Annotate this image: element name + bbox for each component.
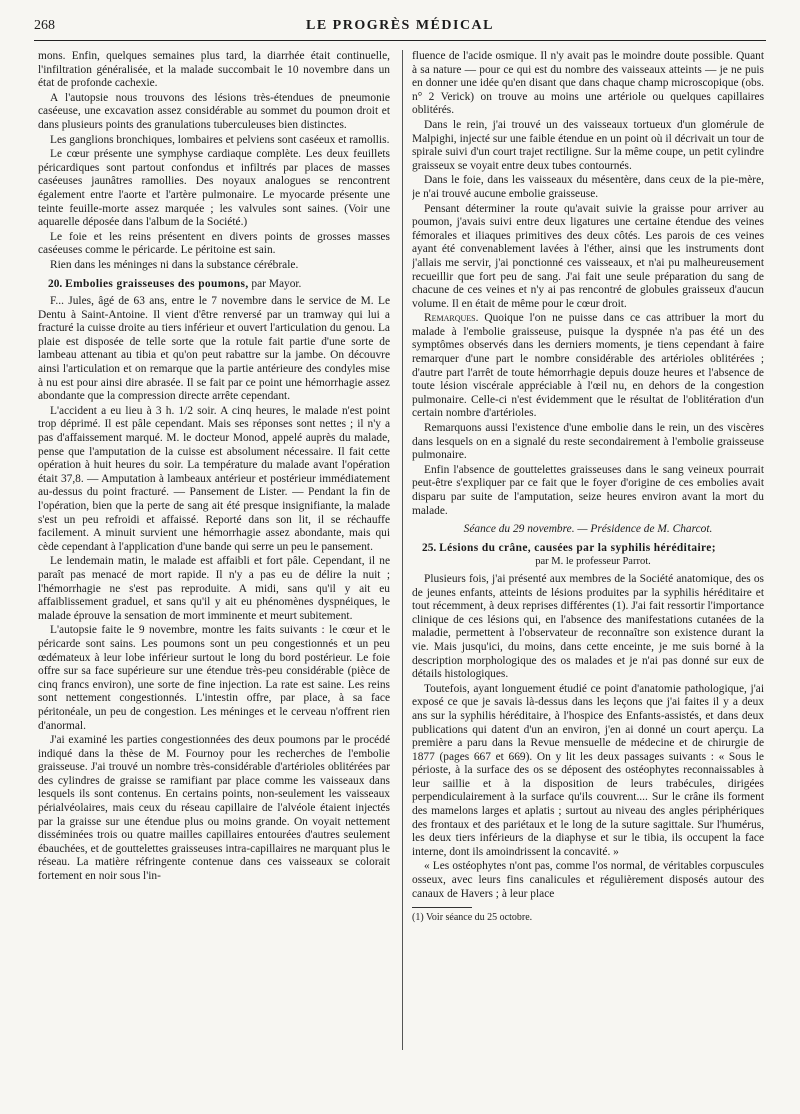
- session-text: Séance du 29 novembre. — Présidence de M. Charcot.: [463, 523, 713, 536]
- remarks-lead: Remarques.: [424, 312, 479, 325]
- paragraph: Dans le foie, dans les vaisseaux du mésentère, dans ceux de la pie-mère, je n'ai trouvé aucune embolie graisseuse.: [412, 174, 764, 200]
- section-author: par M. le professeur Parrot.: [535, 556, 651, 568]
- paragraph: Toutefois, ayant longuement étudié ce point d'anatomie pathologique, j'ai exposé ce que je savais là-dessus dans les leçons que j'ai faites il y a deux ans sur la syphilis héréditaire, à l'hospice des Enfants-assistés, et dans deux publications qui datent d'un an environ, j'en ai donné un court aperçu. La première a paru dans la Revue mensuelle de médecine et de chirurgie de 1877 (pages 667 et 669). On y lit les deux passages suivants : « Sous le périoste, à la surface des os se déposent des ostéophytes reconnaissables à leur saillie et à la disposition de leurs trabécules, dirigées perpendiculairement à la surface qu'ils couvrent.... Sur le crâne ils forment des mamelons larges et aplatis ; surtout au niveau des angles périphériques des frontaux et des pariétaux et le long de la suture sagittale. Sur l'humérus, les deux tiers inférieurs de la diaphyse et sur le tibia, ils occupent la face interne, dont ils amoindrissent la concavité. »: [412, 682, 764, 858]
- paragraph: L'accident a eu lieu à 3 h. 1/2 soir. A cinq heures, le malade n'est point trop déprimé. Il est pâle cependant. Mais ses réponses sont nettes ; il n'y a pas d'affaissement marqué. M. le docteur Monod, appelé auprès du malade, pense que l'amputation de la cuisse est absolument nécessaire. Il fait cette opération à huit heures du soir. La température du malade avant l'opération était 37,8. — Amputation à lambeaux antérieur et postérieur immédiatement au-dessus du point fracturé. — Pansement de Lister. — Pendant la fin de l'opération, bien que la perte de sang ait été presque insignifiante, la malade s'est un peu refroidi et affaissé. Reporté dans son lit, il se réchauffe facilement. A minuit survient une hémorrhagie assez abondante, mais qui cède cependant à l'application d'une bande qui serre un peu le pansement.: [38, 404, 390, 553]
- paragraph: fluence de l'acide osmique. Il n'y avait pas le moindre doute possible. Quant à sa nature — pour ce qui est du nombre des vaisseaux atteints — je ne puis en donner une idée qu'en disant que dans chaque champ microscopique (obs. n° 2 Verick) on trouve au moins une artériole ou quelques capillaires oblitérés.: [412, 50, 764, 117]
- remarks-paragraph: [412, 312, 764, 421]
- footnote-rule: [412, 907, 472, 908]
- paragraph: Les ganglions bronchiques, lombaires et pelviens sont caséeux et ramollis.: [50, 133, 390, 146]
- journal-title: LE PROGRÈS MÉDICAL: [305, 18, 495, 33]
- paragraph: Le foie et les reins présentent en divers points de grosses masses caséeuses comme le péricarde. Le péritoine est sain.: [38, 230, 390, 257]
- paragraph: Enfin l'absence de gouttelettes graisseuses dans le sang veineux pourrait peut-être s'expliquer par ce fait que le foyer d'origine de ces embolies avait disparu par suite de l'amputation, seize heures environ avant la mort du malade.: [412, 463, 764, 517]
- paragraph: Le lendemain matin, le malade est affaibli et fort pâle. Cependant, il ne paraît pas menacé de mort rapide. Il n'y a pas eu de délire la nuit ; l'hémorrhagie ne s'est pas reproduite. A midi, sans qu'il y ait eu affaiblissement graduel, et sans qu'il y ait eu phénomènes dyspnéiques, le malade éprouve la sensation de mort imminente et meurt subitement.: [38, 555, 390, 622]
- section-title: Embolies graisseuses des poumons,: [65, 277, 249, 290]
- page-number: 268: [34, 18, 55, 33]
- paragraph: « Les ostéophytes n'ont pas, comme l'os normal, de véritables corpuscules osseux, avec leurs fins canalicules et régulièrement disposés autour des canaux de Havers ; à leur place: [412, 860, 764, 900]
- left-column: [38, 50, 390, 1100]
- remarks-text: Quoique l'on ne puisse dans ce cas attribuer la mort du malade à l'embolie graisseuse, puisque la dyspnée n'a pas été un des symptômes observés dans les derniers moments, je tiens cependant à faire remarquer d'une part le nombre considérable des artérioles oblitérées ; d'autre part l'arrêt de toute hémorrhagie depuis douze heures et l'absence de toute lésion viscérale appréciable à l'œil nu, en dehors de la congestion pulmonaire. Celle-ci n'est évidemment que le résultat de l'oblitération d'un certain nombre d'artérioles.: [412, 312, 764, 420]
- paragraph: A l'autopsie nous trouvons des lésions très-étendues de pneumonie caséeuse, une excavation assez considérable au sommet du poumon droit et dans plusieurs points des granulations tuberculeuses bien distinctes.: [38, 91, 390, 131]
- paragraph: Remarquons aussi l'existence d'une embolie dans le rein, un des viscères dans lesquels on en a signalé du reste secondairement à l'embolie graisseuse pulmonaire.: [412, 422, 764, 462]
- paragraph: Plusieurs fois, j'ai présenté aux membres de la Société anatomique, des os de jeunes enfants, atteints de lésions produites par la syphilis héréditaire et tout récemment, à deux reprises différentes (1). J'ai fait ressortir l'importance clinique de ces lésions qui, en l'absence des manifestations cutanées de la maladie, permettent à l'observateur de reconnaître son existence durant la vie. Mais jusqu'ici, du moins, dans cette enceinte, je me suis borné à la description morphologique des os malades et je n'ai pas donné sur eux de détails histologiques.: [412, 572, 764, 681]
- paragraph: Dans le rein, j'ai trouvé un des vaisseaux tortueux d'un glomérule de Malpighi, injecté sur une faible étendue en un point où il décrivait un tour de spirale suivi d'un court trajet rectiligne. Sur la même coupe, un petit cylindre graisseux se voyait entre deux tubes contournés.: [412, 118, 764, 172]
- section-heading-25: [412, 542, 764, 569]
- right-column: [412, 50, 764, 1100]
- paragraph: Pensant déterminer la route qu'avait suivie la graisse pour arriver au poumon, j'avais suivi entre deux ligatures une certaine étendue des veines fémorales et iliaques primitives des deux côtés. Les parois de ces veines ayant été convenablement lavées à l'éther, ainsi que les instruments dont j'allais me servir, j'ai ponctionné ces vaisseaux, et n'ai pu malheureusement recueillir que fort peu de sang. J'ai fait une seule préparation du sang de chacune de ces veines et n'y ai pas rencontré de globules graisseux d'aucun volume. Il en était de même pour le cœur droit.: [412, 202, 764, 310]
- section-author: par Mayor.: [251, 277, 302, 290]
- paragraph: J'ai examiné les parties congestionnées des deux poumons par le procédé indiqué dans la thèse de M. Fournoy pour les recherches de l'embolie graisseuse. J'ai trouvé un nombre très-considérable d'artérioles oblitérées par des cylindres de graisse se ramifiant par place comme les vaisseaux dans lesquels ils sont contenus. En certains points, non-seulement les vaisseaux périalvéolaires, mais ceux du réseau capillaire de l'alvéole étaient injectés par la graisse sur une étendue plus ou moins grande. On voyait nettement disséminées trois ou quatre mailles capillaires entourées d'autres seulement ébauchées, et de gouttelettes graisseuses intra-capillaires ne marquant plus le réseau. La matière réfringente contenue dans ces vaisseaux se colorait fortement en noir sous l'in-: [38, 734, 390, 883]
- section-number: 20.: [48, 277, 63, 290]
- paragraph: Rien dans les méninges ni dans la substance cérébrale.: [50, 258, 299, 271]
- section-heading-20: [38, 278, 390, 292]
- page-header: [34, 16, 766, 41]
- column-divider: [402, 50, 403, 1050]
- footnote: (1) Voir séance du 25 octobre.: [412, 912, 533, 924]
- section-number: 25.: [422, 541, 437, 554]
- session-heading: [412, 523, 764, 537]
- paragraph: mons. Enfin, quelques semaines plus tard, la diarrhée était continuelle, l'infiltration généralisée, et la malade succombait le 10 novembre dans un état de profonde cachexie.: [38, 50, 390, 90]
- paragraph: Le cœur présente une symphyse cardiaque complète. Les deux feuillets péricardiques sont partout confondus et infiltrés par places de masses caséeuses jaunâtres ramollies. Des noyaux analogues se rencontrent également entre l'aorte et l'artère pulmonaire. Le myocarde présente une teinte feuille-morte assez marquée ; les valvules sont saines. (Voir une aquarelle déposée dans l'album de la Société.): [38, 148, 390, 229]
- section-title: Lésions du crâne, causées par la syphilis héréditaire;: [439, 541, 716, 554]
- paragraph: L'autopsie faite le 9 novembre, montre les faits suivants : le cœur et le péricarde sont sains. Les poumons sont un peu congestionnés et un peu œdémateux à leur lobe inférieur surtout le long du bord postérieur. Le foie offre sur sa face supérieure sur une étendue très-peu considérable (pièce de cinq francs environ), une sorte de fine injection. La rate est saine. Les reins sont nettement congestionnés. L'intestin offre, par place, à sa face péritonéale, un peu de congestion. Les méninges et le cerveau n'offrent rien d'anormal.: [38, 624, 390, 732]
- paragraph: F... Jules, âgé de 63 ans, entre le 7 novembre dans le service de M. Le Dentu à Saint-Antoine. Il vient d'être renversé par un tramway qui lui a fracturé la cuisse droite au tiers inférieur et ouvert l'articulation du genou. La plaie est disposée de telle sorte que la rotule fait partie d'une sorte de lambeau attenant au tibia et qu'on peut rabattre sur la jambe. On découvre ainsi l'articulation et on remarque que la partie antérieure des condyles mise à nu est pour ainsi dire abrasée. Il se fait par ce point une hémorrhagie assez abondante que la compression directe arrête cependant.: [38, 295, 390, 403]
